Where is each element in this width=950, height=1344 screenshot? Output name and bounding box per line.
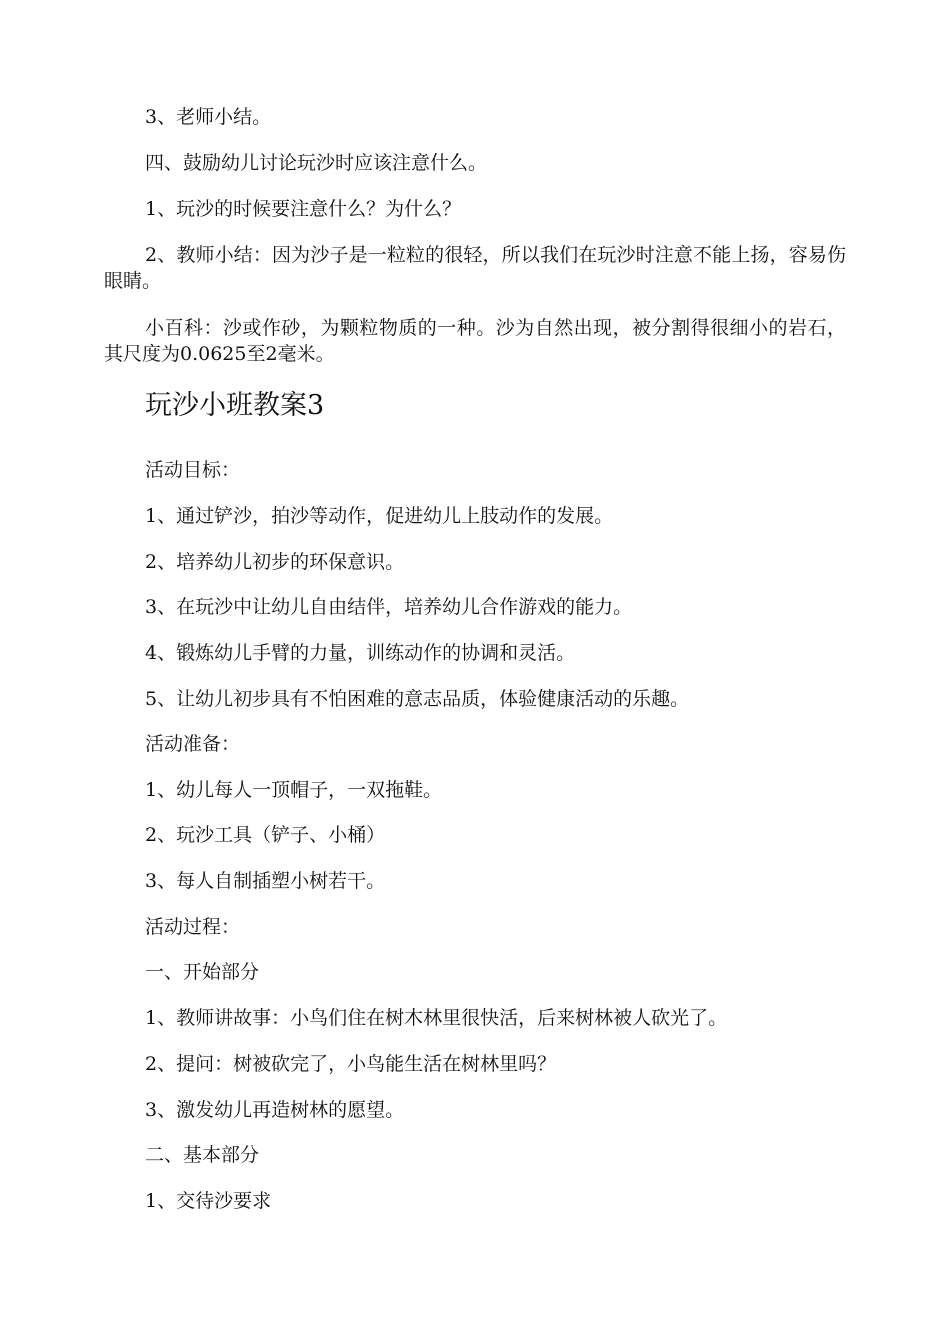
teacher-summary-2-paragraph: 2、教师小结：因为沙子是一粒粒的很轻，所以我们在玩沙时注意不能上扬，容易伤眼睛。 <box>104 244 846 292</box>
item-teacher-summary-3: 3、老师小结。 <box>145 106 272 128</box>
prep-item: 3、每人自制插塑小树若干。 <box>145 870 386 892</box>
part-2-title: 二、基本部分 <box>145 1144 260 1166</box>
section-4-title: 四、鼓励幼儿讨论玩沙时应该注意什么。 <box>145 152 488 174</box>
goal-item: 1、通过铲沙，拍沙等动作，促进幼儿上肢动作的发展。 <box>145 505 614 527</box>
prep-item: 2、玩沙工具（铲子、小桶） <box>145 824 386 846</box>
part-1-item: 1、教师讲故事：小鸟们住在树木林里很快活，后来树林被人砍光了。 <box>145 1007 728 1029</box>
goal-item: 3、在玩沙中让幼儿自由结伴，培养幼儿合作游戏的能力。 <box>145 596 633 618</box>
part-2-item: 1、交待沙要求 <box>145 1190 272 1212</box>
goals-label: 活动目标： <box>145 459 241 481</box>
question-1: 1、玩沙的时候要注意什么？为什么？ <box>145 198 462 220</box>
process-label: 活动过程： <box>145 916 241 938</box>
goal-item: 5、让幼儿初步具有不怕困难的意志品质，体验健康活动的乐趣。 <box>145 688 690 710</box>
encyclopedia-paragraph: 小百科：沙或作砂，为颗粒物质的一种。沙为自然出现，被分割得很细小的岩石，其尺度为0.0625至2毫米。 <box>104 317 846 365</box>
goal-item: 2、培养幼儿初步的环保意识。 <box>145 551 405 573</box>
part-1-title: 一、开始部分 <box>145 961 260 983</box>
part-1-item: 3、激发幼儿再造树林的愿望。 <box>145 1099 405 1121</box>
lesson-3-title: 玩沙小班教案3 <box>145 390 325 421</box>
goal-item: 4、锻炼幼儿手臂的力量，训练动作的协调和灵活。 <box>145 642 576 664</box>
prep-label: 活动准备： <box>145 733 241 755</box>
prep-item: 1、幼儿每人一顶帽子，一双拖鞋。 <box>145 779 443 801</box>
part-1-item: 2、提问：树被砍完了，小鸟能生活在树林里吗？ <box>145 1053 557 1075</box>
